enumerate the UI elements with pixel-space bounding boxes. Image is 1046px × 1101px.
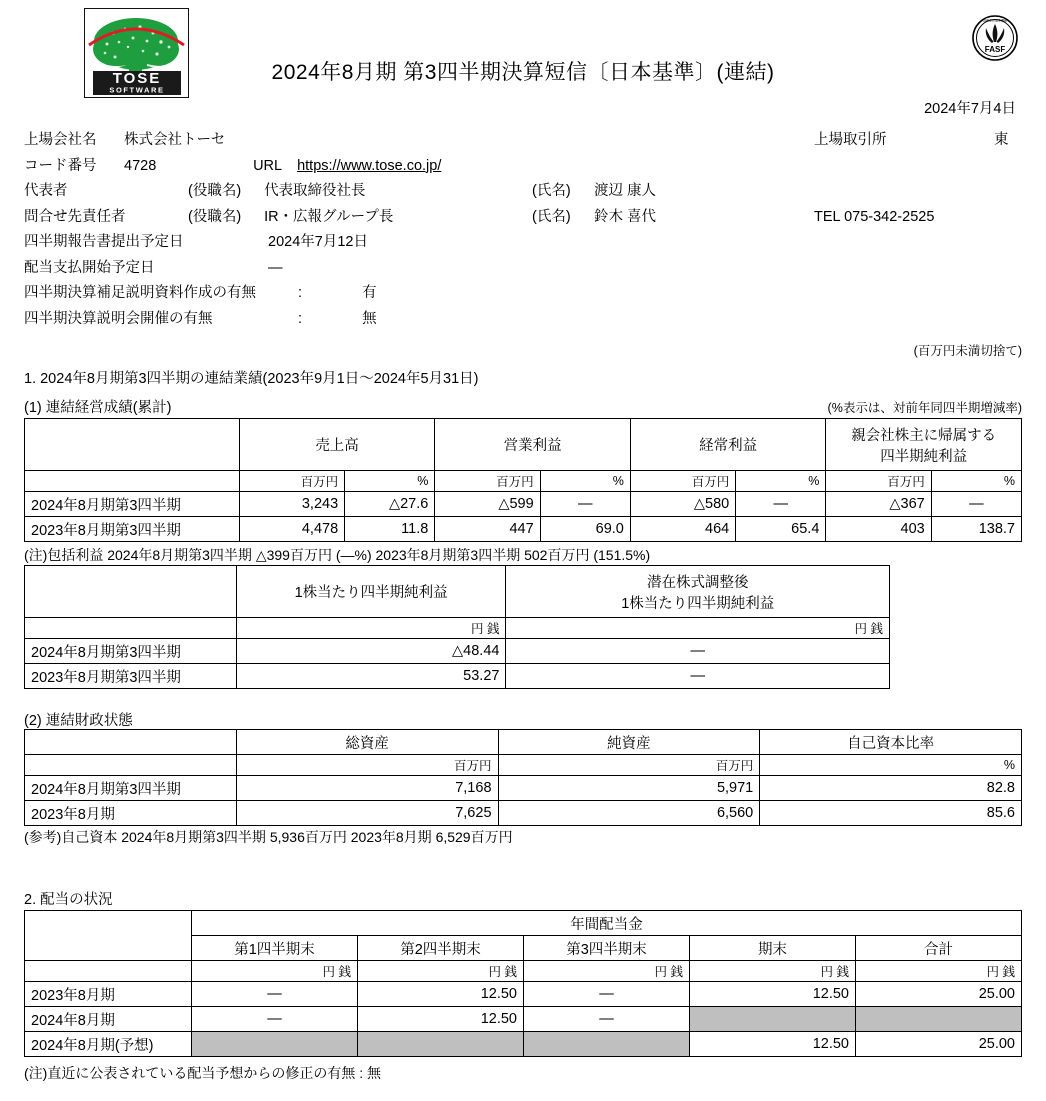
t1-row0-v3: — xyxy=(540,492,630,517)
t2-header-eps: 1株当たり四半期純利益 xyxy=(236,566,506,618)
t1-row1-label: 2023年8月期第3四半期 xyxy=(25,517,240,542)
t4-corner-cell xyxy=(25,911,192,961)
exchange-label: 上場取引所 xyxy=(814,132,887,148)
info-row-representative xyxy=(24,179,1024,205)
t1-unit-blank xyxy=(25,471,240,492)
contact-tel: TEL 075-342-2525 xyxy=(814,208,935,225)
t1-row1-v6: 403 xyxy=(826,517,931,542)
contact-label: 問合せ先責任者 xyxy=(24,208,126,225)
table-unit-row xyxy=(25,961,1022,982)
t3-header-net-assets: 純資産 xyxy=(498,730,760,755)
briefing-label: 四半期決算説明会開催の有無 xyxy=(24,310,213,327)
t3-unit-2: % xyxy=(760,755,1022,776)
t4-unit-2: 円 銭 xyxy=(524,961,690,982)
t3-unit-1: 百万円 xyxy=(498,755,760,776)
contact-name: 鈴木 喜代 xyxy=(594,208,657,225)
table-row xyxy=(25,664,890,689)
t1-row1-v1: 11.8 xyxy=(345,517,435,542)
t4-row0-v4: 25.00 xyxy=(856,982,1022,1007)
t4-row1-v1: 12.50 xyxy=(358,1007,524,1032)
t1-row0-v6: △367 xyxy=(826,492,931,517)
supplement-colon: : xyxy=(298,285,303,301)
t2-header-diluted-eps xyxy=(506,566,890,618)
section1-sub1-note: (%表示は、対前年同四半期増減率) xyxy=(827,401,1022,415)
representative-label: 代表者 xyxy=(24,183,68,199)
listed-company-name: 株式会社トーセ xyxy=(124,132,226,148)
t1-row0-label: 2024年8月期第3四半期 xyxy=(25,492,240,517)
t1-header-ordinary-income: 経常利益 xyxy=(630,419,826,471)
t3-row0-v1: 5,971 xyxy=(498,776,760,801)
t4-row1-v2: — xyxy=(524,1007,690,1032)
table-row xyxy=(25,1032,1022,1057)
briefing-value: 無 xyxy=(362,310,377,327)
company-info-block xyxy=(24,128,1024,332)
t4-row2-v4: 25.00 xyxy=(856,1032,1022,1057)
t1-header-net-income-line2: 四半期純利益 xyxy=(880,448,968,465)
t4-unit-1: 円 銭 xyxy=(358,961,524,982)
t1-unit-3: % xyxy=(540,471,630,492)
table-row xyxy=(25,492,1022,517)
t4-group-header: 年間配当金 xyxy=(192,911,1022,936)
t2-row0-label: 2024年8月期第3四半期 xyxy=(25,639,237,664)
t1-unit-4: 百万円 xyxy=(630,471,735,492)
t2-row1-v0: 53.27 xyxy=(236,664,506,689)
table-row xyxy=(25,1007,1022,1032)
contact-title-label: (役職名) xyxy=(188,208,242,225)
table-header-row xyxy=(25,566,890,618)
t1-header-operating-income: 営業利益 xyxy=(435,419,631,471)
supplement-value: 有 xyxy=(362,285,377,301)
section1-sub2-heading: (2) 連結財政状態 xyxy=(24,713,133,729)
t1-header-net-sales: 売上高 xyxy=(239,419,435,471)
t1-row0-v0: 3,243 xyxy=(239,492,344,517)
briefing-colon: : xyxy=(298,310,303,327)
rounding-note: (百万円未満切捨て) xyxy=(913,344,1022,358)
t4-header-q3: 第3四半期末 xyxy=(524,936,690,961)
page-title: 2024年8月期 第3四半期決算短信〔日本基準〕(連結) xyxy=(271,61,775,84)
dividend-table xyxy=(24,910,1022,1057)
comprehensive-income-note: (注)包括利益 2024年8月期第3四半期 △399百万円 (—%) 2023年8月期第3四半期 502百万円 (151.5%) xyxy=(24,547,651,563)
info-row-supplement xyxy=(24,281,1024,307)
table-header-row xyxy=(25,730,1022,755)
t4-row1-v3-shaded xyxy=(690,1007,856,1032)
section1-heading: 1. 2024年8月期第3四半期の連結業績(2023年9月1日～2024年5月31日) xyxy=(24,371,479,387)
t1-unit-7: % xyxy=(931,471,1021,492)
t4-row2-v3: 12.50 xyxy=(690,1032,856,1057)
code-label: コード番号 xyxy=(24,157,97,174)
table-unit-row xyxy=(25,618,890,639)
t1-row1-v4: 464 xyxy=(630,517,735,542)
info-row-company xyxy=(24,128,1024,154)
t2-corner-cell xyxy=(25,566,237,618)
t3-row0-v0: 7,168 xyxy=(236,776,498,801)
t3-corner-cell xyxy=(25,730,237,755)
t4-row0-v1: 12.50 xyxy=(358,982,524,1007)
info-row-briefing xyxy=(24,307,1024,333)
svg-text:SOFTWARE: SOFTWARE xyxy=(109,85,165,95)
svg-text:FASF: FASF xyxy=(984,45,1006,54)
info-row-dividend-date xyxy=(24,256,1024,282)
supplement-label: 四半期決算補足説明資料作成の有無 xyxy=(24,285,256,301)
section2-heading: 2. 配当の状況 xyxy=(24,892,113,908)
t1-unit-1: % xyxy=(345,471,435,492)
svg-text:財務会計基準機構: 財務会計基準機構 xyxy=(982,18,1008,23)
t3-unit-blank xyxy=(25,755,237,776)
representative-name-label: (氏名) xyxy=(532,183,571,199)
table-row xyxy=(25,776,1022,801)
fasf-emblem-icon xyxy=(971,14,1019,62)
table-header-row xyxy=(25,911,1022,936)
url-label: URL xyxy=(253,157,283,174)
t3-row1-v1: 6,560 xyxy=(498,801,760,826)
t1-row0-v4: △580 xyxy=(630,492,735,517)
t3-unit-0: 百万円 xyxy=(236,755,498,776)
t1-row0-v2: △599 xyxy=(435,492,540,517)
table-row xyxy=(25,517,1022,542)
dividend-date-label: 配当支払開始予定日 xyxy=(24,259,155,276)
t4-row1-v0: — xyxy=(192,1007,358,1032)
t4-header-total: 合計 xyxy=(856,936,1022,961)
t4-row2-v2-shaded xyxy=(524,1032,690,1057)
t1-unit-2: 百万円 xyxy=(435,471,540,492)
t4-row0-v3: 12.50 xyxy=(690,982,856,1007)
code-value: 4728 xyxy=(124,157,157,174)
t1-row1-v5: 65.4 xyxy=(736,517,826,542)
equity-reference-note: (参考)自己資本 2024年8月期第3四半期 5,936百万円 2023年8月期 6,529百万円 xyxy=(24,829,513,845)
t3-row0-v2: 82.8 xyxy=(760,776,1022,801)
t1-row1-v3: 69.0 xyxy=(540,517,630,542)
t3-row1-v0: 7,625 xyxy=(236,801,498,826)
t4-unit-3: 円 銭 xyxy=(690,961,856,982)
t1-corner-cell xyxy=(25,419,240,471)
t1-row1-v7: 138.7 xyxy=(931,517,1021,542)
t4-unit-4: 円 銭 xyxy=(856,961,1022,982)
t1-row1-v2: 447 xyxy=(435,517,540,542)
representative-name: 渡辺 康人 xyxy=(594,183,657,199)
t4-unit-blank xyxy=(25,961,192,982)
t1-unit-5: % xyxy=(736,471,826,492)
info-row-report-date xyxy=(24,230,1024,256)
t2-row1-v1: — xyxy=(506,664,890,689)
t4-row1-label: 2024年8月期 xyxy=(25,1007,192,1032)
financial-position-table xyxy=(24,729,1022,826)
t4-unit-0: 円 銭 xyxy=(192,961,358,982)
contact-title: IR・広報グループ長 xyxy=(264,208,394,225)
consolidated-results-table xyxy=(24,418,1022,542)
table-header-row xyxy=(25,419,1022,471)
t3-row1-v2: 85.6 xyxy=(760,801,1022,826)
t4-row0-label: 2023年8月期 xyxy=(25,982,192,1007)
t1-row0-v1: △27.6 xyxy=(345,492,435,517)
t4-row2-v1-shaded xyxy=(358,1032,524,1057)
t3-row1-label: 2023年8月期 xyxy=(25,801,237,826)
t4-header-q1: 第1四半期末 xyxy=(192,936,358,961)
company-url-link[interactable]: https://www.tose.co.jp/ xyxy=(297,157,442,174)
t2-row0-v1: — xyxy=(506,639,890,664)
document-date: 2024年7月4日 xyxy=(924,101,1016,117)
t4-header-q2: 第2四半期末 xyxy=(358,936,524,961)
t2-row0-v0: △48.44 xyxy=(236,639,506,664)
representative-title: 代表取締役社長 xyxy=(264,183,366,199)
t3-row0-label: 2024年8月期第3四半期 xyxy=(25,776,237,801)
t4-row2-v0-shaded xyxy=(192,1032,358,1057)
t3-header-total-assets: 総資産 xyxy=(236,730,498,755)
table-row xyxy=(25,982,1022,1007)
t2-unit-blank xyxy=(25,618,237,639)
table-unit-row xyxy=(25,471,1022,492)
table-unit-row xyxy=(25,755,1022,776)
t1-row0-v5: — xyxy=(736,492,826,517)
t1-header-net-income-line1: 親会社株主に帰属する xyxy=(851,427,997,444)
t2-row1-label: 2023年8月期第3四半期 xyxy=(25,664,237,689)
t4-row0-v2: — xyxy=(524,982,690,1007)
t3-header-equity-ratio: 自己資本比率 xyxy=(760,730,1022,755)
info-row-contact xyxy=(24,205,1024,231)
svg-text:TOSE: TOSE xyxy=(112,70,162,87)
t4-row0-v0: — xyxy=(192,982,358,1007)
t2-header-diluted-line1: 潜在株式調整後 xyxy=(646,574,749,591)
representative-title-label: (役職名) xyxy=(188,183,242,199)
contact-name-label: (氏名) xyxy=(532,208,571,225)
section1-sub1-heading: (1) 連結経営成績(累計) xyxy=(24,400,172,416)
dividend-date-value: — xyxy=(268,259,283,276)
listed-company-label: 上場会社名 xyxy=(24,132,97,148)
table-row xyxy=(25,639,890,664)
report-date-label: 四半期報告書提出予定日 xyxy=(24,234,184,250)
t2-header-diluted-line2: 1株当たり四半期純利益 xyxy=(621,595,775,612)
t4-header-year-end: 期末 xyxy=(690,936,856,961)
table-row xyxy=(25,801,1022,826)
t1-unit-6: 百万円 xyxy=(826,471,931,492)
t1-header-net-income xyxy=(826,419,1022,471)
eps-table xyxy=(24,565,890,689)
t2-unit-0: 円 銭 xyxy=(236,618,506,639)
t4-row2-label: 2024年8月期(予想) xyxy=(25,1032,192,1057)
t1-unit-0: 百万円 xyxy=(239,471,344,492)
info-row-code xyxy=(24,154,1024,180)
t2-unit-1: 円 銭 xyxy=(506,618,890,639)
exchange-value: 東 xyxy=(994,132,1009,148)
t1-row1-v0: 4,478 xyxy=(239,517,344,542)
t1-row0-v7: — xyxy=(931,492,1021,517)
dividend-note: (注)直近に公表されている配当予想からの修正の有無 : 無 xyxy=(24,1065,381,1081)
t4-row1-v4-shaded xyxy=(856,1007,1022,1032)
report-date-value: 2024年7月12日 xyxy=(268,234,368,250)
